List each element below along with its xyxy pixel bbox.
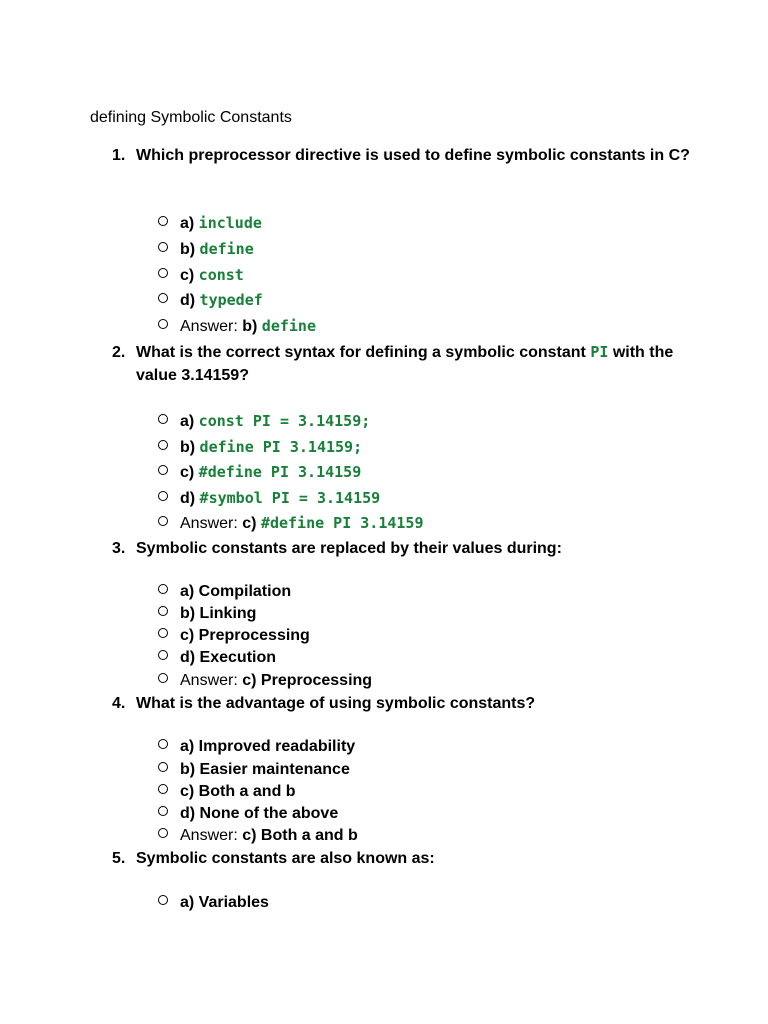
option-2d: d) #symbol PI = 3.14159 (158, 487, 380, 510)
circle-bullet-icon (158, 491, 168, 501)
circle-bullet-icon (158, 806, 168, 816)
answer-4: Answer: c) Both a and b (158, 825, 358, 847)
question-number: 1. (112, 147, 126, 164)
option-3c: c) Preprocessing (158, 625, 310, 647)
question-text: What is the advantage of using symbolic constants? (136, 695, 536, 712)
question-text: Symbolic constants are also known as: (136, 850, 435, 867)
question-number: 2. (112, 344, 126, 361)
question-text: Which preprocessor directive is used to define symbolic constants in C? (136, 147, 690, 164)
circle-bullet-icon (158, 268, 168, 278)
option-4b: b) Easier maintenance (158, 759, 350, 781)
answer-3: Answer: c) Preprocessing (158, 670, 372, 692)
option-4c: c) Both a and b (158, 781, 296, 803)
circle-bullet-icon (158, 762, 168, 772)
option-3b: b) Linking (158, 603, 256, 625)
circle-bullet-icon (158, 895, 168, 905)
option-1a: a) include (158, 212, 262, 235)
option-5a: a) Variables (158, 892, 269, 914)
option-3d: d) Execution (158, 647, 276, 669)
circle-bullet-icon (158, 440, 168, 450)
circle-bullet-icon (158, 739, 168, 749)
circle-bullet-icon (158, 784, 168, 794)
question-text: What is the correct syntax for defining a symbolic constant PI with the value 3.14159? (136, 343, 674, 384)
circle-bullet-icon (158, 628, 168, 638)
question-2 (112, 341, 702, 387)
option-1d: d) typedef (158, 289, 263, 312)
circle-bullet-icon (158, 414, 168, 424)
circle-bullet-icon (158, 516, 168, 526)
question-text: Symbolic constants are replaced by their values during: (136, 540, 562, 557)
option-1b: b) define (158, 238, 254, 261)
question-number: 3. (112, 540, 126, 557)
option-2a: a) const PI = 3.14159; (158, 410, 370, 433)
circle-bullet-icon (158, 293, 168, 303)
question-3 (112, 537, 702, 560)
circle-bullet-icon (158, 606, 168, 616)
circle-bullet-icon (158, 216, 168, 226)
document-title: defining Symbolic Constants (90, 109, 292, 126)
option-4d: d) None of the above (158, 803, 338, 825)
question-number: 4. (112, 695, 126, 712)
circle-bullet-icon (158, 584, 168, 594)
question-1 (112, 144, 702, 167)
question-4 (112, 692, 702, 715)
option-1c: c) const (158, 264, 244, 287)
option-4a: a) Improved readability (158, 736, 355, 758)
question-5 (112, 847, 702, 870)
answer-1: Answer: b) define (158, 315, 316, 338)
circle-bullet-icon (158, 319, 168, 329)
circle-bullet-icon (158, 828, 168, 838)
circle-bullet-icon (158, 465, 168, 475)
option-2b: b) define PI 3.14159; (158, 436, 362, 459)
answer-2: Answer: c) #define PI 3.14159 (158, 512, 423, 535)
circle-bullet-icon (158, 673, 168, 683)
question-number: 5. (112, 850, 126, 867)
option-2c: c) #define PI 3.14159 (158, 461, 361, 484)
circle-bullet-icon (158, 242, 168, 252)
option-3a: a) Compilation (158, 581, 291, 603)
circle-bullet-icon (158, 650, 168, 660)
